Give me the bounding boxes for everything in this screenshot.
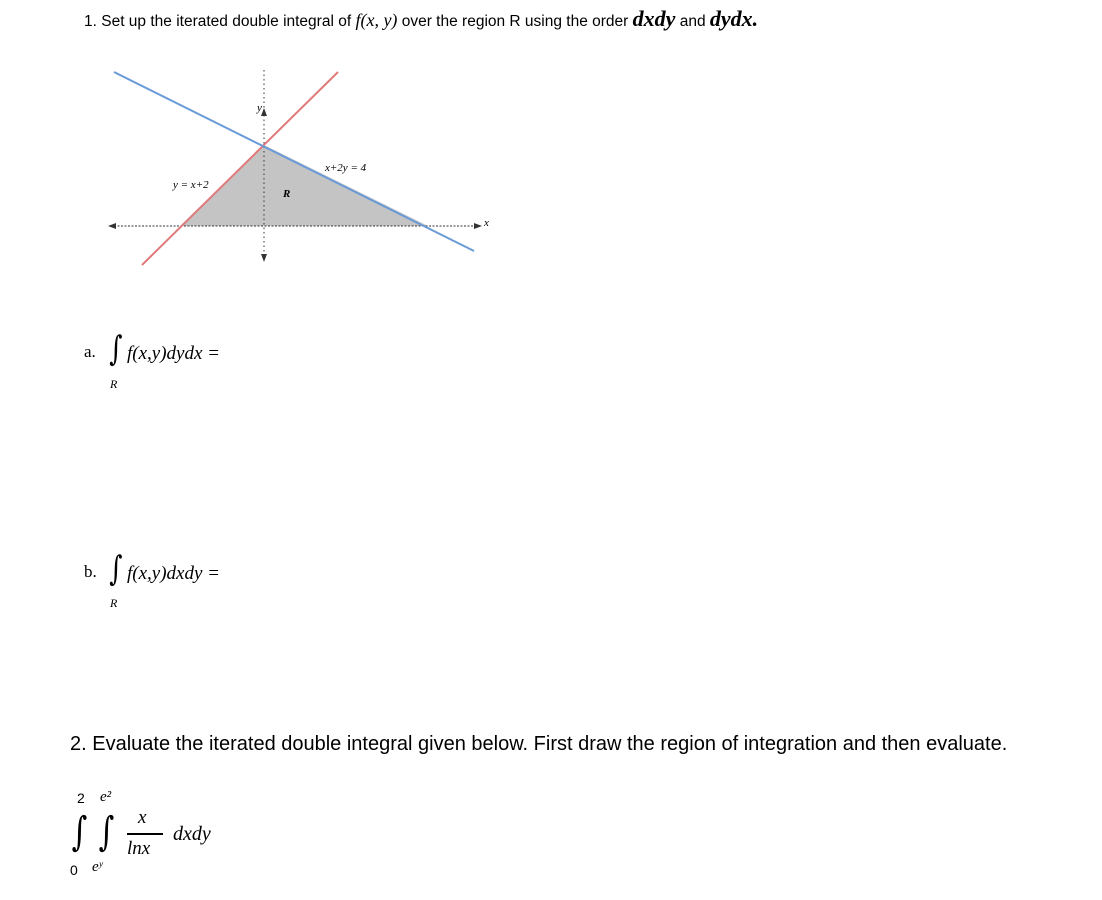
q1-function: f(x, y): [355, 10, 398, 30]
region-figure: [100, 66, 500, 276]
inner-upper-limit-text: e²: [100, 789, 112, 805]
part-b-integrand: [127, 563, 220, 585]
line2-label: x+2y = 4: [325, 162, 367, 174]
question-1-text: [84, 6, 758, 32]
part-b-integrand-text: f(x,y)dxdy =: [127, 563, 220, 584]
differential: dxdy: [173, 823, 211, 845]
part-a-integral-glyph: ∫: [109, 329, 123, 369]
part-a-integrand: [127, 343, 220, 365]
x-axis-label: x: [484, 217, 489, 229]
part-a-label: [84, 342, 96, 362]
inner-upper-limit: [100, 788, 111, 806]
inner-lower-limit-text: eʸ: [92, 859, 103, 875]
fraction-bar: [127, 833, 163, 835]
y-axis-up-arrow: [261, 108, 267, 116]
q1-prefix: 1. Set up the iterated double integral of: [84, 13, 356, 30]
part-a-subscript-text: R: [110, 377, 118, 391]
x-axis-left-arrow: [108, 223, 116, 229]
y-axis-down-arrow: [261, 254, 267, 262]
fraction-numerator: x: [138, 807, 147, 828]
question-2-text: 2. Evaluate the iterated double integral given below. First draw the region of integration and then evaluate.: [70, 733, 1008, 755]
q1-order-dxdy: dxdy: [632, 6, 676, 31]
q1-order-dydx: dydx.: [709, 6, 759, 31]
fraction-denominator: lnx: [127, 838, 151, 859]
inner-lower-limit: [92, 858, 102, 876]
line1-label: y = x+2: [173, 179, 209, 191]
part-a-integrand-text: f(x,y)dydx =: [127, 343, 220, 364]
x-axis-right-arrow: [474, 223, 482, 229]
q1-and: and: [675, 13, 710, 30]
part-a-region-subscript: [110, 375, 117, 393]
inner-integral-glyph: ∫: [98, 809, 115, 855]
part-a-letter: a.: [84, 342, 96, 361]
outer-integral-sign: [69, 809, 90, 855]
part-b-integral-sign: [107, 549, 125, 589]
outer-integral-glyph: ∫: [71, 809, 88, 855]
outer-upper-limit: 2: [77, 790, 85, 806]
q1-middle: over the region R using the order: [397, 13, 633, 30]
part-b-letter: b.: [84, 562, 97, 581]
inner-integral-sign: [96, 809, 117, 855]
part-a-integral-sign: [107, 329, 125, 369]
region-r-shading: [180, 145, 428, 226]
region-label: R: [283, 188, 291, 200]
outer-lower-limit: 0: [70, 862, 78, 878]
part-b-subscript-text: R: [110, 596, 118, 610]
part-b-region-subscript: [110, 594, 117, 612]
part-b-label: [84, 562, 97, 582]
y-axis-label: y: [257, 102, 262, 114]
part-b-integral-glyph: ∫: [109, 549, 123, 589]
